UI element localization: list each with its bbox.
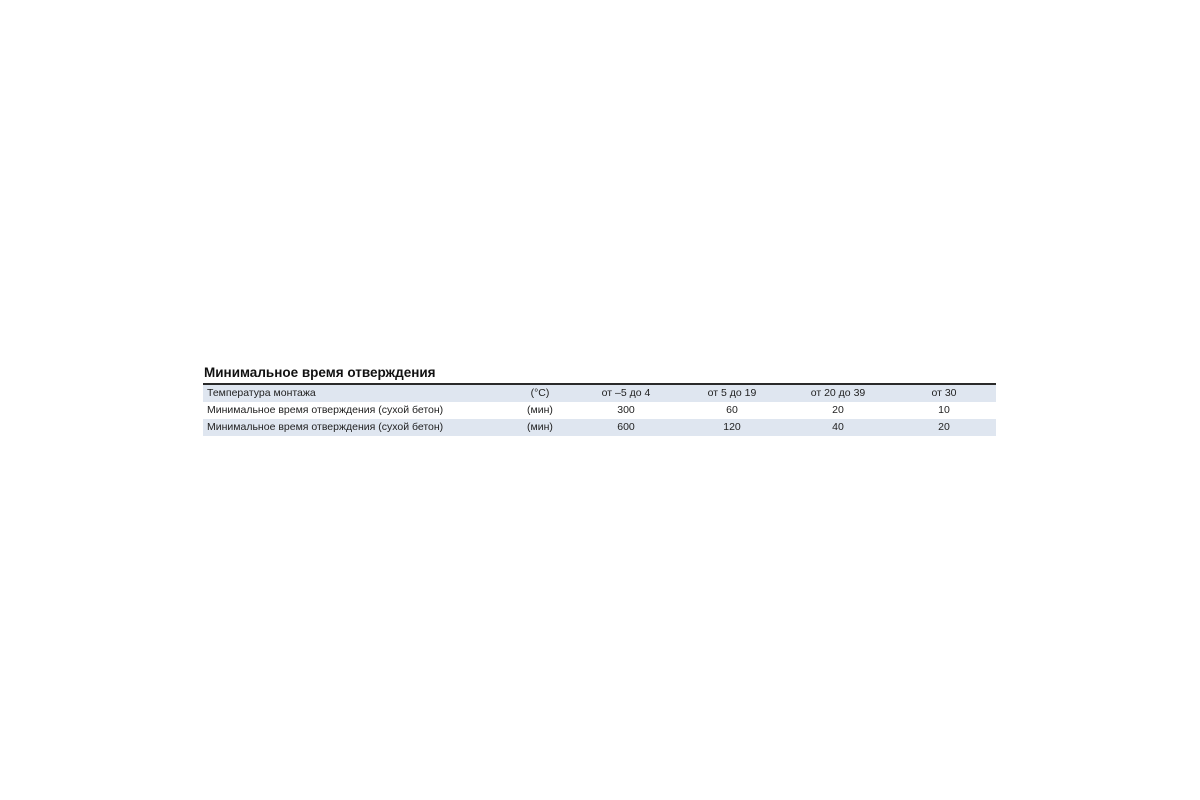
table-cell: от –5 до 4 bbox=[572, 384, 680, 402]
cure-time-block bbox=[203, 364, 996, 436]
table-cell: от 30 bbox=[892, 384, 996, 402]
table-row-cure-time-1 bbox=[203, 402, 996, 419]
table-cell: 20 bbox=[832, 404, 844, 416]
table-cell: 10 bbox=[938, 404, 950, 416]
row-label: Минимальное время отверждения (сухой бетон) bbox=[207, 404, 444, 416]
cure-time-table bbox=[203, 383, 996, 436]
row-unit: (мин) bbox=[527, 404, 553, 416]
row-unit: (°C) bbox=[508, 384, 572, 402]
table-row-temperature bbox=[203, 384, 996, 402]
table-cell: 40 bbox=[784, 419, 892, 436]
table-cell: 120 bbox=[680, 419, 784, 436]
table-cell: от 5 до 19 bbox=[680, 384, 784, 402]
row-label: Температура монтажа bbox=[203, 384, 508, 402]
table-cell: от 20 до 39 bbox=[784, 384, 892, 402]
table-title: Минимальное время отверждения bbox=[204, 365, 436, 380]
row-unit: (мин) bbox=[508, 419, 572, 436]
table-row-cure-time-2 bbox=[203, 419, 996, 436]
table-cell: 300 bbox=[617, 404, 635, 416]
table-cell: 600 bbox=[572, 419, 680, 436]
table-cell: 60 bbox=[726, 404, 738, 416]
table-cell: 20 bbox=[892, 419, 996, 436]
row-label: Минимальное время отверждения (сухой бетон) bbox=[203, 419, 508, 436]
